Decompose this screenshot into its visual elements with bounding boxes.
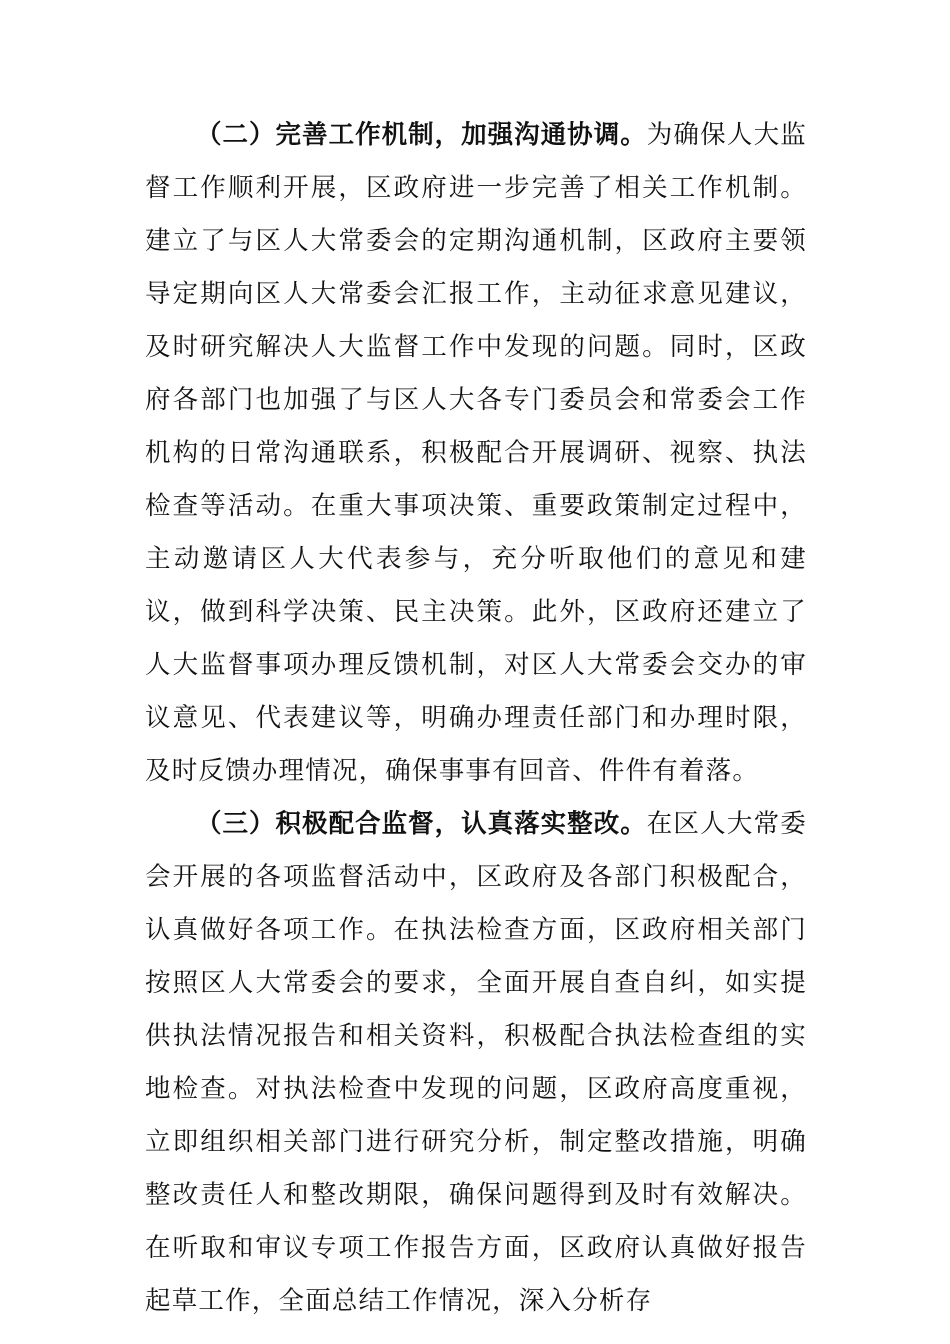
paragraph-text: 在区人大常委会开展的各项监督活动中，区政府及各部门积极配合，认真做好各项工作。在执法检查方面，区政府相关部门按照区人大常委会的要求，全面开展自查自纠，如实提供执法情况报告和相关资料，积极配合执法检查组的实地检查。对执法检查中发现的问题，区政府高度重视，立即组织相关部门进行研究分析，制定整改措施，明确整改责任人和整改期限，确保问题得到及时有效解决。在听取和审议专项工作报告方面，区政府认真做好报告起草工作，全面总结工作情况，深入分析存: [145, 809, 807, 1316]
paragraph-3: [145, 798, 807, 1328]
paragraph-text: 为确保人大监督工作顺利开展，区政府进一步完善了相关工作机制。建立了与区人大常委会的定期沟通机制，区政府主要领导定期向区人大常委会汇报工作，主动征求意见建议，及时研究解决人大监督工作中发现的问题。同时，区政府各部门也加强了与区人大各专门委员会和常委会工作机构的日常沟通联系，积极配合开展调研、视察、执法检查等活动。在重大事项决策、重要政策制定过程中，主动邀请区人大代表参与，充分听取他们的意见和建议，做到科学决策、民主决策。此外，区政府还建立了人大监督事项办理反馈机制，对区人大常委会交办的审议意见、代表建议等，明确办理责任部门和办理时限，及时反馈办理情况，确保事事有回音、件件有着落。: [145, 120, 807, 786]
paragraph-2: [145, 109, 807, 798]
paragraph-heading: （二）完善工作机制，加强沟通协调。: [196, 120, 647, 150]
paragraph-heading: （三）积极配合监督，认真落实整改。: [196, 809, 647, 839]
document-body: [145, 109, 807, 1328]
